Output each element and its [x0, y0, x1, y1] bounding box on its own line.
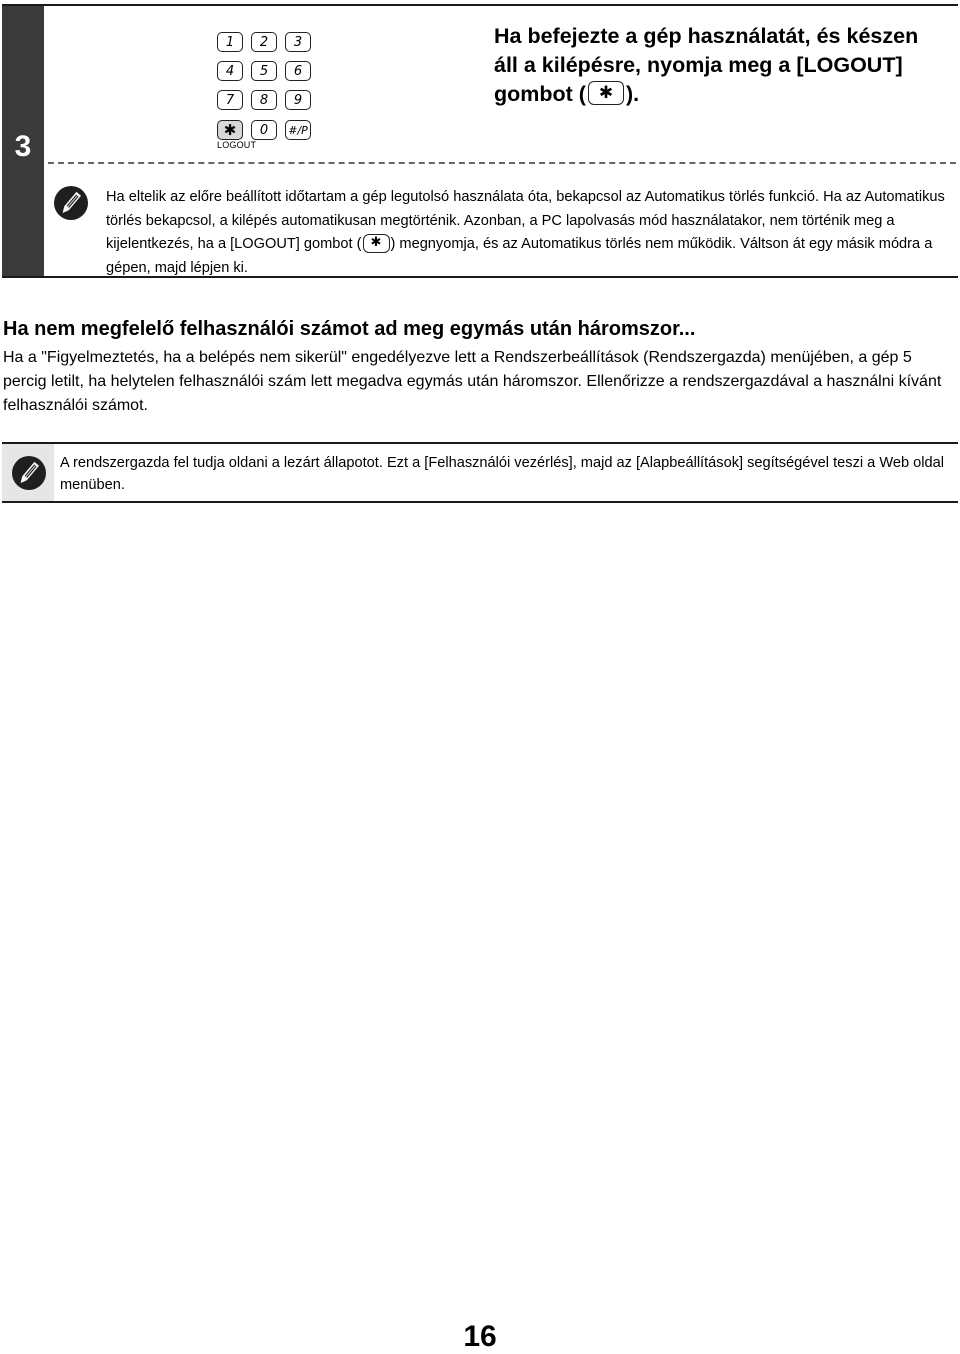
note-text-part1: Ha eltelik az előre beállított időtartam a gép legutolsó használata óta, bekapcsol az Automatikus törlés funkció. Ha az Automatikus törlés bekapcsol, a kilépés automatikusan megtörténik. Azonban, a PC lapolvasás mód használatakor, nem történik meg a kijelentkezés, ha a [LOGOUT] gombot (	[106, 189, 945, 252]
keypad-key: 5	[251, 61, 277, 81]
keypad-key: #/P	[285, 120, 311, 140]
keypad-key: 9	[285, 90, 311, 110]
keypad-key: 0	[251, 120, 277, 140]
dashed-divider	[48, 162, 956, 164]
step-title-text: Ha befejezte a gép használatát, és készen áll a kilépésre, nyomja meg a [LOGOUT] gombot (	[494, 24, 919, 106]
keypad-key: 8	[251, 90, 277, 110]
pencil-note-icon	[12, 456, 46, 490]
step-title	[494, 22, 944, 109]
logout-caption: LOGOUT	[217, 140, 257, 150]
logout-star-key-icon: ✱	[363, 234, 390, 253]
keypad-key: 1	[217, 32, 243, 52]
step-3-block	[2, 4, 958, 278]
section-heading: Ha nem megfelelő felhasználói számot ad meg egymás után háromszor...	[3, 318, 696, 340]
keypad-key: 7	[217, 90, 243, 110]
pencil-note-icon	[54, 186, 88, 220]
note-text-part2: ) megnyomja, és az Automatikus törlés nem működik. Váltson át egy másik módra a gépen, majd lépjen ki.	[106, 236, 933, 276]
keypad-key: 3	[285, 32, 311, 52]
page-number: 16	[463, 1320, 497, 1353]
section-body: Ha a "Figyelmeztetés, ha a belépés nem sikerül" engedélyezve lett a Rendszerbeállítások (Rendszergazda) menüjében, a gép 5 percig letilt, ha helytelen felhasználói szám lett megadva egymás után háromszor. Ellenőrizze a rendszergazdával a használni kívánt felhasználói számot.	[3, 349, 942, 414]
step-sidebar	[2, 6, 44, 276]
keypad-key: 2	[251, 32, 277, 52]
keypad-illustration	[212, 28, 322, 158]
step-number: 3	[14, 130, 32, 163]
note-box	[2, 442, 958, 503]
logout-star-key-icon: ✱	[217, 120, 243, 140]
note-text: A rendszergazda fel tudja oldani a lezárt állapotot. Ezt a [Felhasználói vezérlés], majd az [Alapbeállítások] segítségével teszi a Web oldal menüben.	[60, 455, 944, 493]
keypad-key: 6	[285, 61, 311, 81]
note-text	[106, 186, 956, 280]
keypad-key: 4	[217, 61, 243, 81]
logout-star-key-icon: ✱	[588, 81, 624, 105]
step-title-text-end: ).	[625, 82, 640, 106]
note-sidebar	[2, 444, 54, 501]
